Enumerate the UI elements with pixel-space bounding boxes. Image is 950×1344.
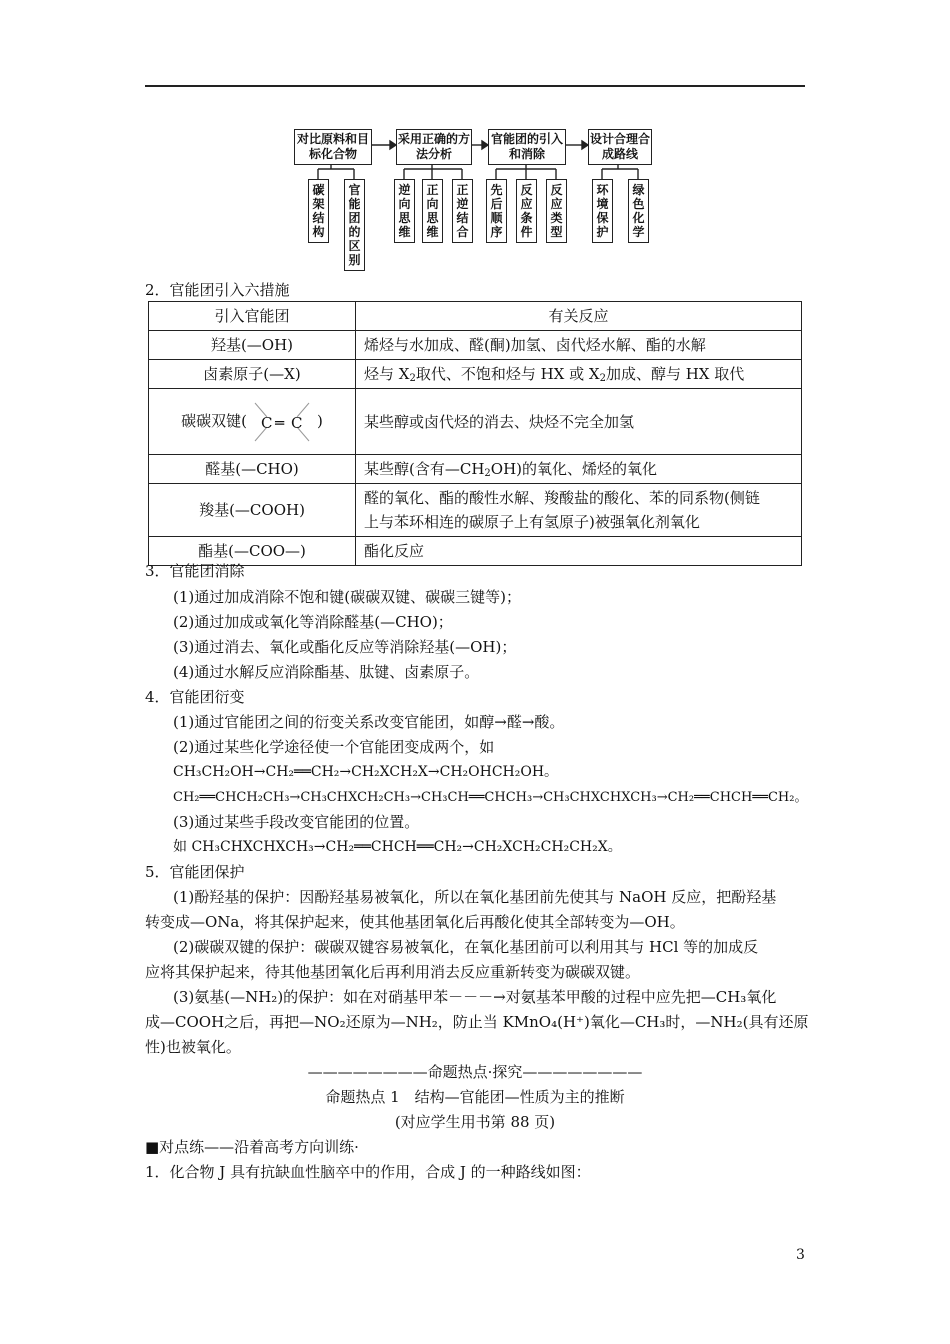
paragraph-line: 成—COOH之后，再把—NO₂还原为—NH₂，防止当 KMnO₄(H⁺)氧化—CH₃时，—NH₂(具有还原 — [145, 1013, 809, 1031]
table-row — [149, 331, 802, 360]
sub-box: 碳架结构 — [308, 179, 329, 243]
header-rule — [145, 85, 805, 87]
sub-box: 先后顺序 — [486, 179, 507, 243]
double-bond-structure: C ═ C — [247, 399, 317, 445]
table-cell: 羟基(—OH) — [149, 331, 356, 360]
list-item: (2)通过加成或氧化等消除醛基(—CHO)； — [173, 613, 453, 631]
sub-box: 环境保护 — [592, 179, 613, 243]
table-cell: 某些醇或卤代烃的消去、炔烃不完全加氢 — [356, 389, 802, 455]
list-item: (2)通过某些化学途径使一个官能团变成两个，如 — [173, 738, 495, 756]
section-heading: 2．官能团引入六措施 — [145, 281, 290, 299]
paragraph-line: (3)氨基(—NH₂)的保护：如在对硝基甲苯－－－→对氨基苯甲酸的过程中应先把—CH₃氧化 — [173, 988, 777, 1006]
paragraph-line: 转变成—ONa，将其保护起来，使其他基团氧化后再酸化使其全部转变为—OH。 — [145, 913, 685, 931]
sub-box: 反应类型 — [546, 179, 567, 243]
flow-step-1: 对比原料和目标化合物 — [294, 129, 372, 165]
page-number: 3 — [796, 1247, 805, 1263]
flow-step-2: 采用正确的方法分析 — [396, 129, 472, 165]
section-heading: 4．官能团衍变 — [145, 688, 245, 706]
table-cell: 羧基(—COOH) — [149, 484, 356, 537]
list-item: (4)通过水解反应消除酯基、肽键、卤素原子。 — [173, 663, 480, 681]
table-row — [149, 360, 802, 389]
sub-box: 绿色化学 — [628, 179, 649, 243]
list-item: (1)通过官能团之间的衍变关系改变官能团，如醇→醛→酸。 — [173, 713, 565, 731]
table-row — [149, 455, 802, 484]
table-header: 引入官能团 — [149, 302, 356, 331]
paragraph-line: (2)碳碳双键的保护：碳碳双键容易被氧化，在氧化基团前可以利用其与 HCl 等的加成反 — [173, 938, 759, 956]
table-cell: 某些醇(含有$—CH_2OH$)的氧化、烯烃的氧化 — [356, 455, 802, 484]
sub-box: 逆向思维 — [394, 179, 415, 243]
table-cell: 烃与 $X_2$取代、不饱和烃与 HX 或 $X_2$加成、醇与 HX 取代 — [356, 360, 802, 389]
question-text: 1．化合物 J 具有抗缺血性脑卒中的作用，合成 J 的一种路线如图： — [145, 1163, 591, 1181]
hot-topic-title: 命题热点 1 结构—官能团—性质为主的推断 — [325, 1088, 625, 1106]
sub-box: 官能团的区别 — [344, 179, 365, 271]
sub-box: 正逆结合 — [452, 179, 473, 243]
table-cell: 烯烃与水加成、醛(酮)加氢、卤代烃水解、酯的水解 — [356, 331, 802, 360]
table-row — [149, 389, 802, 455]
table-cell: 碳碳双键( C ═ C ) — [149, 389, 356, 455]
paragraph-line: 性)也被氧化。 — [145, 1038, 241, 1056]
synthesis-flow-diagram — [290, 125, 680, 275]
table-header-row — [149, 302, 802, 331]
list-item: (3)通过某些手段改变官能团的位置。 — [173, 813, 420, 831]
table-row — [149, 537, 802, 566]
section-heading: 5．官能团保护 — [145, 863, 245, 881]
table-cell: 卤素原子(—X) — [149, 360, 356, 389]
table-cell: 醛基(—CHO) — [149, 455, 356, 484]
section-heading: 3．官能团消除 — [145, 562, 245, 580]
table-cell: 酯化反应 — [356, 537, 802, 566]
hot-topic-reference: (对应学生用书第 88 页) — [394, 1113, 556, 1131]
equation: 如 CH₃CHXCHXCH₃→CH₂══CHCH══CH₂→CH₂XCH₂CH₂CH₂X。 — [173, 839, 622, 855]
table-header: 有关反应 — [356, 302, 802, 331]
paragraph-line: 应将其保护起来，待其他基团氧化后再利用消去反应重新转变为碳碳双键。 — [145, 963, 641, 981]
table-cell: 醛的氧化、酯的酸性水解、羧酸盐的酸化、苯的同系物(侧链 上与苯环相连的碳原子上有氢原子)被强氧化剂氧化 — [356, 484, 802, 537]
section-banner: ————————命题热点·探究———————— — [307, 1063, 643, 1081]
equation: CH₂══CHCH₂CH₃→CH₃CHXCH₂CH₃→CH₃CH══CHCH₃→CH₃CHXCHXCH₃→CH₂══CHCH══CH₂。 — [173, 790, 808, 805]
table-cell: 酯基(—COO—) — [149, 537, 356, 566]
flow-step-3: 官能团的引入和消除 — [488, 129, 566, 165]
practice-header: ■对点练——沿着高考方向训练· — [145, 1138, 359, 1156]
flow-step-4: 设计合理合成路线 — [588, 129, 652, 165]
sub-box: 正向思维 — [422, 179, 443, 243]
paragraph-line: (1)酚羟基的保护：因酚羟基易被氧化，所以在氧化基团前先使其与 NaOH 反应，把酚羟基 — [173, 888, 777, 906]
equation: CH₃CH₂OH→CH₂══CH₂→CH₂XCH₂X→CH₂OHCH₂OH。 — [173, 764, 559, 780]
list-item: (1)通过加成消除不饱和键(碳碳双键、碳碳三键等)； — [173, 588, 521, 606]
table-row — [149, 484, 802, 537]
sub-box: 反应条件 — [516, 179, 537, 243]
list-item: (3)通过消去、氧化或酯化反应等消除羟基(—OH)； — [173, 638, 517, 656]
functional-group-table — [148, 301, 802, 566]
